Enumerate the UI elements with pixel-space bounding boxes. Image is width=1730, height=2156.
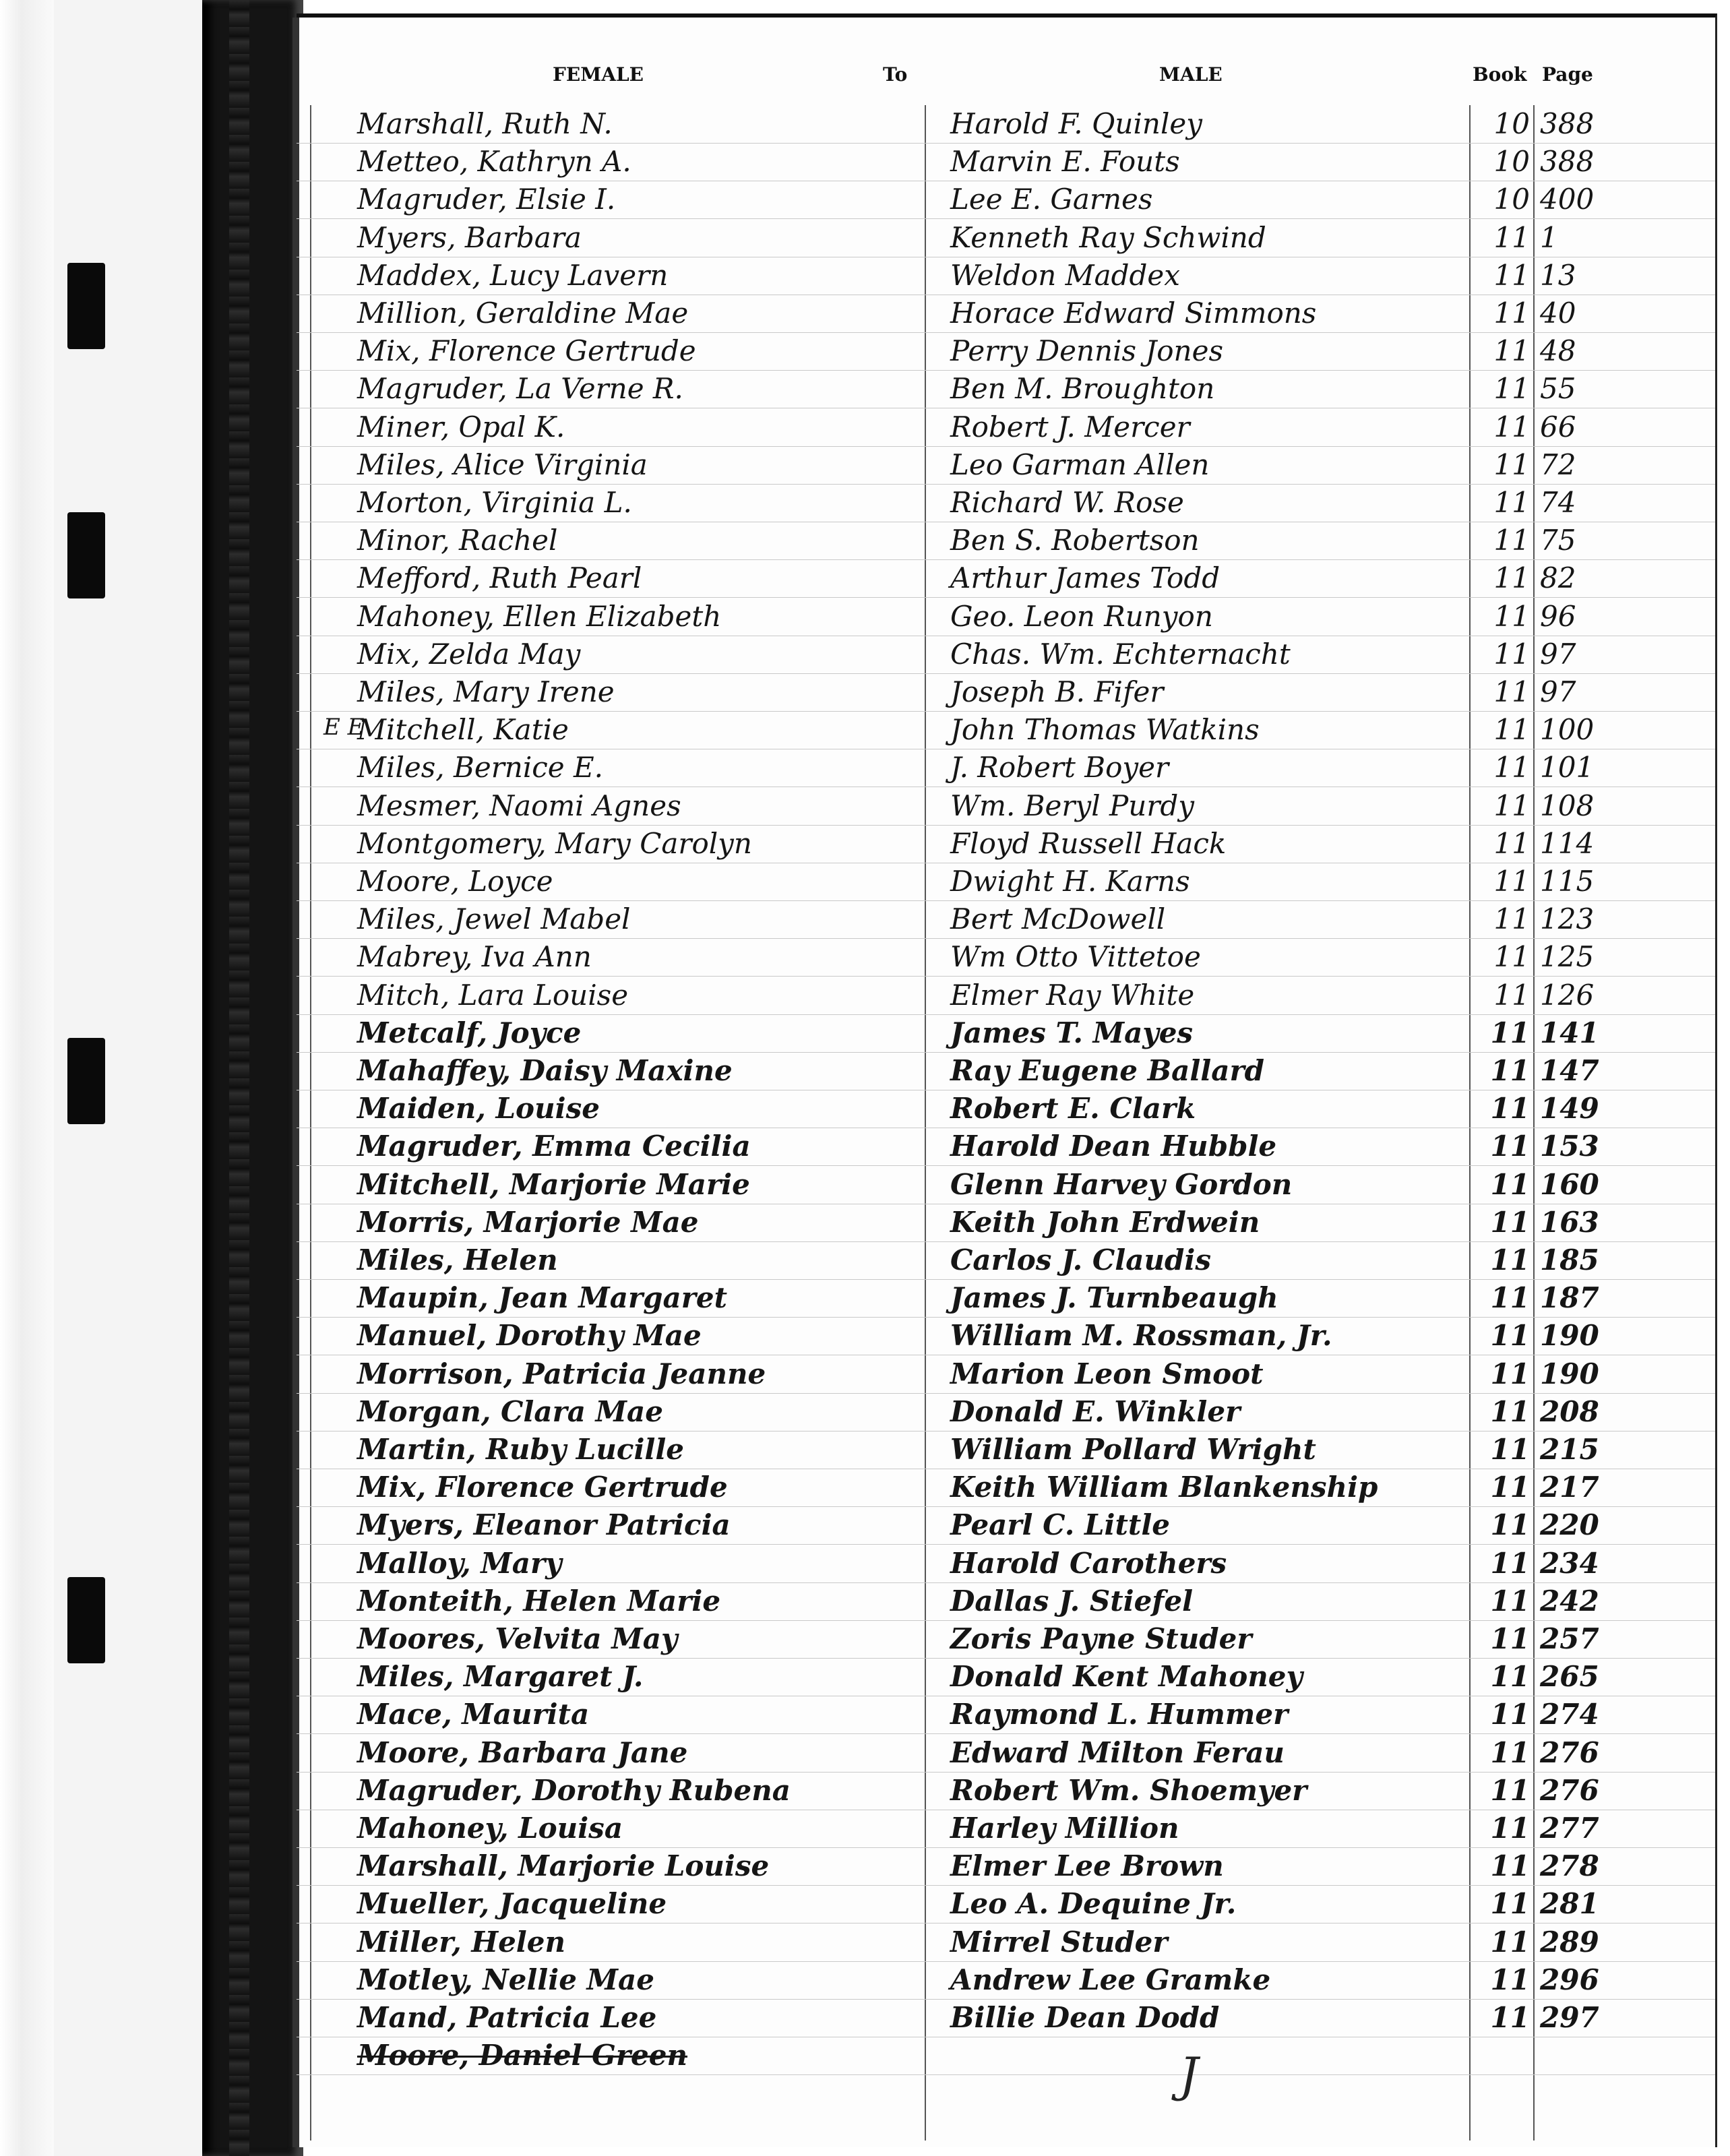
table-row: [297, 1657, 1715, 1696]
book-number: 11: [1493, 297, 1530, 330]
binder-hole: [67, 1038, 105, 1124]
male-name: Keith William Blankenship: [950, 1471, 1378, 1504]
table-row: [297, 1240, 1715, 1280]
book-number: 11: [1490, 1963, 1530, 1996]
book-number: 10: [1493, 183, 1530, 216]
page-number: 72: [1540, 448, 1576, 481]
table-row: [297, 1960, 1715, 2000]
page-number: 289: [1540, 1925, 1599, 1959]
male-name: Bert McDowell: [950, 902, 1166, 936]
binder-margin: [0, 0, 54, 2156]
book-number: 11: [1493, 789, 1530, 822]
female-name: Morris, Marjorie Mae: [357, 1205, 699, 1239]
ledger-page: [297, 13, 1717, 2147]
male-name: Carlos J. Claudis: [950, 1243, 1211, 1276]
page-number: 13: [1540, 258, 1576, 292]
book-number: 11: [1490, 1849, 1530, 1883]
male-name: Robert Wm. Shoemyer: [950, 1773, 1307, 1807]
table-row: [297, 1619, 1715, 1659]
male-name: Floyd Russell Hack: [950, 826, 1227, 860]
female-name: Martin, Ruby Lucille: [357, 1433, 685, 1466]
page-number: 277: [1540, 1812, 1599, 1845]
male-name: Ray Eugene Ballard: [950, 1054, 1264, 1087]
female-name: Myers, Eleanor Patricia: [357, 1508, 731, 1542]
male-name: Ben S. Robertson: [950, 524, 1200, 557]
page-number: 160: [1540, 1167, 1599, 1201]
table-row: [297, 824, 1715, 863]
book-number: 11: [1493, 410, 1530, 443]
book-number: 11: [1493, 826, 1530, 860]
female-name: Mueller, Jacqueline: [357, 1887, 667, 1921]
table-row: [297, 1165, 1715, 1204]
female-name: Magruder, Dorothy Rubena: [357, 1773, 791, 1807]
book-number: 11: [1490, 1357, 1530, 1390]
female-name: Montgomery, Mary Carolyn: [357, 826, 752, 860]
male-name: Harold F. Quinley: [950, 107, 1202, 140]
book-number: 11: [1490, 1660, 1530, 1694]
page-number: 274: [1540, 1698, 1599, 1731]
female-name: Mix, Zelda May: [357, 637, 581, 671]
male-name: Wm. Beryl Purdy: [950, 789, 1195, 822]
female-name: Miles, Margaret J.: [357, 1660, 644, 1694]
binder-hole: [67, 263, 105, 349]
book-number: 11: [1493, 561, 1530, 595]
page-number: 125: [1540, 940, 1595, 974]
male-name: J. Robert Boyer: [950, 751, 1169, 784]
table-row: [297, 672, 1715, 712]
page-number: 190: [1540, 1319, 1599, 1353]
female-name: Monteith, Helen Marie: [357, 1584, 721, 1618]
book-number: 11: [1490, 1130, 1530, 1163]
page-number: 276: [1540, 1735, 1599, 1769]
page-number: 297: [1540, 2001, 1599, 2034]
male-name: Keith John Erdwein: [950, 1205, 1260, 1239]
male-name: Kenneth Ray Schwind: [950, 220, 1266, 254]
book-number: 10: [1493, 107, 1530, 140]
female-name: Miles, Alice Virginia: [357, 448, 648, 481]
table-row: [297, 255, 1715, 295]
page-number: 1: [1540, 220, 1558, 254]
female-name: Mand, Patricia Lee: [357, 2001, 657, 2034]
female-name: Minor, Rachel: [357, 524, 558, 557]
female-name: Miles, Mary Irene: [357, 675, 615, 708]
table-row: [297, 747, 1715, 787]
female-name: Mix, Florence Gertrude: [357, 334, 696, 368]
book-number: 11: [1490, 1584, 1530, 1618]
female-name: Mitchell, Marjorie Marie: [357, 1167, 750, 1201]
book-number: 11: [1493, 524, 1530, 557]
book-number: 11: [1490, 1205, 1530, 1239]
male-name: Lee E. Garnes: [950, 183, 1153, 216]
page-number: 187: [1540, 1281, 1599, 1315]
book-number: 11: [1490, 1054, 1530, 1087]
book-number: 11: [1490, 1508, 1530, 1542]
female-name: Myers, Barbara: [357, 220, 582, 254]
table-row: [297, 1354, 1715, 1394]
male-name: William Pollard Wright: [950, 1433, 1316, 1466]
page-number: 276: [1540, 1773, 1599, 1807]
male-name: Zoris Payne Studer: [950, 1622, 1252, 1655]
page-number: 163: [1540, 1205, 1599, 1239]
female-name: Marshall, Marjorie Louise: [357, 1849, 770, 1883]
page-number: 40: [1540, 297, 1576, 330]
page-number: 101: [1540, 751, 1595, 784]
book-number: 11: [1490, 1887, 1530, 1921]
page-number: 126: [1540, 978, 1595, 1012]
page-number: 123: [1540, 902, 1595, 936]
female-name: Marshall, Ruth N.: [357, 107, 613, 140]
female-name: Mitchell, Katie: [357, 713, 569, 747]
male-name: Richard W. Rose: [950, 486, 1184, 519]
female-name: Mahaffey, Daisy Maxine: [357, 1054, 733, 1087]
page-number: 66: [1540, 410, 1576, 443]
table-row: [297, 483, 1715, 522]
book-number: 11: [1493, 448, 1530, 481]
female-name: Motley, Nellie Mae: [357, 1963, 654, 1996]
male-name: Mirrel Studer: [950, 1925, 1168, 1959]
female-name: Miner, Opal K.: [357, 410, 565, 443]
page-number: 100: [1540, 713, 1595, 747]
male-name: Joseph B. Fifer: [950, 675, 1164, 708]
table-row: [297, 520, 1715, 560]
table-row: [297, 710, 1715, 749]
book-number: 11: [1490, 1016, 1530, 1049]
table-row: [297, 218, 1715, 257]
female-name: Mefford, Ruth Pearl: [357, 561, 642, 595]
table-row: [297, 1278, 1715, 1318]
page-number: 257: [1540, 1622, 1599, 1655]
female-name: Malloy, Mary: [357, 1546, 562, 1580]
binder-hole: [67, 1577, 105, 1663]
header-book: Book: [1473, 63, 1527, 86]
binder-hole: [67, 512, 105, 598]
page-number: 278: [1540, 1849, 1599, 1883]
table-row: [297, 142, 1715, 181]
female-name: Morton, Virginia L.: [357, 486, 632, 519]
bottom-mark: J: [1179, 2047, 1199, 2103]
book-number: 11: [1490, 1319, 1530, 1353]
book-number: 11: [1493, 940, 1530, 974]
table-row: [297, 558, 1715, 598]
page-number: 217: [1540, 1471, 1599, 1504]
table-row: [297, 786, 1715, 826]
female-name: Moore, Barbara Jane: [357, 1735, 688, 1769]
female-name: Metcalf, Joyce: [357, 1016, 582, 1049]
male-name: Ben M. Broughton: [950, 372, 1215, 406]
header-male: MALE: [1159, 63, 1223, 86]
book-number: 11: [1493, 751, 1530, 784]
table-row: [297, 1013, 1715, 1053]
book-number: 10: [1493, 145, 1530, 179]
page-number: 388: [1540, 107, 1595, 140]
female-name: Maiden, Louise: [357, 1092, 600, 1126]
book-number: 11: [1490, 1433, 1530, 1466]
page-number: 388: [1540, 145, 1595, 179]
page-number: 147: [1540, 1054, 1599, 1087]
female-name: Mix, Florence Gertrude: [357, 1471, 728, 1504]
margin-mark: E E: [323, 714, 365, 741]
book-number: 11: [1490, 1092, 1530, 1126]
female-name: Million, Geraldine Mae: [357, 297, 689, 330]
book-number: 11: [1490, 2001, 1530, 2034]
table-row: [297, 1392, 1715, 1431]
table-row: [297, 1770, 1715, 1810]
page-number: 115: [1540, 865, 1595, 898]
book-number: 11: [1493, 334, 1530, 368]
page-number: 281: [1540, 1887, 1599, 1921]
page-number: 48: [1540, 334, 1576, 368]
book-number: 11: [1493, 713, 1530, 747]
table-row: [297, 1808, 1715, 1848]
book-number: 11: [1490, 1167, 1530, 1201]
male-name: James T. Mayes: [950, 1016, 1194, 1049]
page-number: 234: [1540, 1546, 1599, 1580]
page-number: 82: [1540, 561, 1576, 595]
female-name: Mahoney, Ellen Elizabeth: [357, 599, 722, 633]
book-number: 11: [1493, 978, 1530, 1012]
male-name: Elmer Lee Brown: [950, 1849, 1224, 1883]
table-row: [297, 1467, 1715, 1507]
male-name: Leo A. Dequine Jr.: [950, 1887, 1237, 1921]
female-name: Mahoney, Louisa: [357, 1812, 623, 1845]
page-number: 55: [1540, 372, 1576, 406]
table-row: [297, 1733, 1715, 1773]
book-number: 11: [1493, 637, 1530, 671]
book-number: 11: [1493, 372, 1530, 406]
male-name: Harold Dean Hubble: [950, 1130, 1277, 1163]
book-number: 11: [1490, 1546, 1530, 1580]
female-name: Magruder, La Verne R.: [357, 372, 683, 406]
book-number: 11: [1490, 1281, 1530, 1315]
female-name: Morgan, Clara Mae: [357, 1394, 663, 1428]
male-name: Donald E. Winkler: [950, 1394, 1241, 1428]
page-number: 141: [1540, 1016, 1599, 1049]
book-number: 11: [1493, 220, 1530, 254]
page-number: 208: [1540, 1394, 1599, 1428]
table-row: [297, 861, 1715, 901]
page-number: 97: [1540, 675, 1576, 708]
male-name: Wm Otto Vittetoe: [950, 940, 1201, 974]
male-name: Leo Garman Allen: [950, 448, 1210, 481]
binder-spine: [202, 0, 303, 2156]
page-number: 220: [1540, 1508, 1599, 1542]
male-name: Geo. Leon Runyon: [950, 599, 1213, 633]
table-row: [297, 1884, 1715, 1923]
table-row: [297, 1088, 1715, 1128]
header-to: To: [883, 63, 908, 86]
book-number: 11: [1490, 1243, 1530, 1276]
female-name: Miles, Helen: [357, 1243, 558, 1276]
header-female: FEMALE: [553, 63, 644, 86]
table-row: [297, 2035, 1715, 2075]
table-row: [297, 293, 1715, 333]
female-name: Morrison, Patricia Jeanne: [357, 1357, 766, 1390]
book-number: 11: [1490, 1471, 1530, 1504]
book-number: 11: [1490, 1735, 1530, 1769]
page-number: 185: [1540, 1243, 1599, 1276]
book-number: 11: [1493, 675, 1530, 708]
book-number: 11: [1490, 1622, 1530, 1655]
table-row: [297, 179, 1715, 219]
male-name: William M. Rossman, Jr.: [950, 1319, 1332, 1353]
male-name: Elmer Ray White: [950, 978, 1195, 1012]
table-row: [297, 104, 1715, 144]
table-row: [297, 1316, 1715, 1355]
female-name: Miles, Jewel Mabel: [357, 902, 631, 936]
table-row: [297, 331, 1715, 371]
table-row: [297, 596, 1715, 636]
female-name: Miles, Bernice E.: [357, 751, 603, 784]
table-row: [297, 1543, 1715, 1583]
male-name: Glenn Harvey Gordon: [950, 1167, 1293, 1201]
female-name: Miller, Helen: [357, 1925, 566, 1959]
male-name: Dallas J. Stiefel: [950, 1584, 1194, 1618]
table-row: [297, 369, 1715, 408]
female-name: Mace, Maurita: [357, 1698, 590, 1731]
book-number: 11: [1490, 1773, 1530, 1807]
female-name: Moores, Velvita May: [357, 1622, 678, 1655]
table-row: [297, 1126, 1715, 1166]
book-number: 11: [1490, 1698, 1530, 1731]
male-name: Weldon Maddex: [950, 258, 1180, 292]
female-name: Maupin, Jean Margaret: [357, 1281, 727, 1315]
table-row: [297, 1922, 1715, 1962]
male-name: Billie Dean Dodd: [950, 2001, 1220, 2034]
table-row: [297, 937, 1715, 977]
table-row: [297, 445, 1715, 485]
book-number: 11: [1493, 865, 1530, 898]
female-name: Manuel, Dorothy Mae: [357, 1319, 702, 1353]
page-number: 265: [1540, 1660, 1599, 1694]
page-number: 215: [1540, 1433, 1599, 1466]
book-number: 11: [1490, 1812, 1530, 1845]
female-name: Mitch, Lara Louise: [357, 978, 629, 1012]
female-name: Mabrey, Iva Ann: [357, 940, 592, 974]
table-row: [297, 1581, 1715, 1621]
table-row: [297, 1505, 1715, 1545]
table-row: [297, 1694, 1715, 1734]
column-header: [297, 18, 1715, 104]
male-name: John Thomas Watkins: [950, 713, 1260, 747]
female-name: Magruder, Emma Cecilia: [357, 1130, 751, 1163]
female-name: Mesmer, Naomi Agnes: [357, 789, 681, 822]
male-name: Chas. Wm. Echternacht: [950, 637, 1291, 671]
female-name: Moore, Daniel Green: [357, 2039, 688, 2072]
male-name: Harold Carothers: [950, 1546, 1227, 1580]
female-name: Magruder, Elsie I.: [357, 183, 616, 216]
male-name: Edward Milton Ferau: [950, 1735, 1285, 1769]
male-name: James J. Turnbeaugh: [950, 1281, 1278, 1315]
page-number: 96: [1540, 599, 1576, 633]
female-name: Maddex, Lucy Lavern: [357, 258, 669, 292]
page-number: 97: [1540, 637, 1576, 671]
book-number: 11: [1490, 1394, 1530, 1428]
male-name: Harley Million: [950, 1812, 1179, 1845]
page-number: 149: [1540, 1092, 1599, 1126]
table-row: [297, 1998, 1715, 2037]
page-number: 400: [1540, 183, 1595, 216]
table-row: [297, 899, 1715, 939]
page-number: 296: [1540, 1963, 1599, 1996]
table-row: [297, 975, 1715, 1015]
binder-edge: [0, 0, 297, 2156]
book-number: 11: [1490, 1925, 1530, 1959]
book-number: 11: [1493, 902, 1530, 936]
page-number: 108: [1540, 789, 1595, 822]
table-row: [297, 1051, 1715, 1090]
male-name: Andrew Lee Gramke: [950, 1963, 1271, 1996]
book-number: 11: [1493, 486, 1530, 519]
female-name: Moore, Loyce: [357, 865, 553, 898]
male-name: Marion Leon Smoot: [950, 1357, 1264, 1390]
table-row: [297, 1846, 1715, 1886]
male-name: Robert E. Clark: [950, 1092, 1196, 1126]
page-number: 74: [1540, 486, 1576, 519]
male-name: Robert J. Mercer: [950, 410, 1190, 443]
book-number: 11: [1493, 599, 1530, 633]
page-number: 242: [1540, 1584, 1599, 1618]
page-number: 190: [1540, 1357, 1599, 1390]
male-name: Donald Kent Mahoney: [950, 1660, 1303, 1694]
table-row: [297, 634, 1715, 674]
book-number: 11: [1493, 258, 1530, 292]
page-number: 114: [1540, 826, 1595, 860]
table-row: [297, 1202, 1715, 1242]
header-page: Page: [1542, 63, 1593, 86]
male-name: Pearl C. Little: [950, 1508, 1170, 1542]
page-number: 75: [1540, 524, 1576, 557]
male-name: Dwight H. Karns: [950, 865, 1190, 898]
male-name: Perry Dennis Jones: [950, 334, 1224, 368]
male-name: Marvin E. Fouts: [950, 145, 1180, 179]
male-name: Raymond L. Hummer: [950, 1698, 1289, 1731]
table-row: [297, 1429, 1715, 1469]
male-name: Horace Edward Simmons: [950, 297, 1317, 330]
male-name: Arthur James Todd: [950, 561, 1221, 595]
female-name: Metteo, Kathryn A.: [357, 145, 631, 179]
page-number: 153: [1540, 1130, 1599, 1163]
table-row: [297, 407, 1715, 447]
